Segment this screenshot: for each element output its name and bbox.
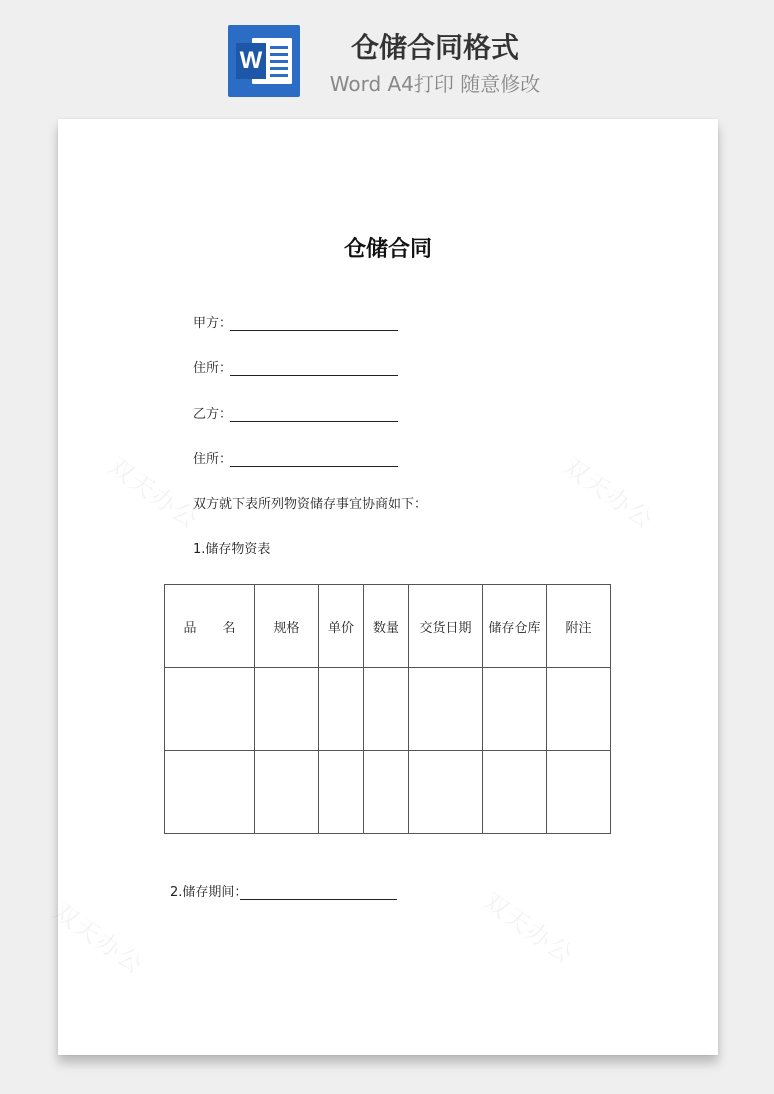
- table-header-cell: 交货日期: [409, 585, 483, 668]
- field-label: 住所：: [193, 361, 233, 376]
- table-cell[interactable]: [547, 668, 611, 751]
- table-header-row: [165, 585, 611, 668]
- header: [0, 0, 774, 110]
- watermark: 双天办公: [102, 452, 205, 535]
- field-label: 2.储存期间：: [170, 885, 248, 900]
- watermark: 双天办公: [557, 452, 660, 535]
- table-header-cell: 附注: [547, 585, 611, 668]
- fill-in-line[interactable]: [230, 421, 398, 422]
- table-cell[interactable]: [255, 668, 319, 751]
- table-cell[interactable]: [483, 668, 547, 751]
- table-header-cell: 规格: [255, 585, 319, 668]
- table-header-cell: 品 名: [165, 585, 255, 668]
- word-letter: W: [236, 43, 266, 79]
- table-cell[interactable]: [409, 751, 483, 834]
- document-page: [47, 119, 718, 1055]
- word-icon: [228, 25, 300, 97]
- table-header-cell: 数量: [364, 585, 409, 668]
- table-cell[interactable]: [409, 668, 483, 751]
- watermark: 双天办公: [47, 897, 150, 980]
- section-1-heading: 1.储存物资表: [193, 542, 271, 557]
- table-cell[interactable]: [165, 751, 255, 834]
- table-cell[interactable]: [165, 668, 255, 751]
- table-cell[interactable]: [364, 668, 409, 751]
- header-title: 仓储合同格式: [350, 31, 519, 64]
- table-header-cell: 单价: [319, 585, 364, 668]
- fill-in-line[interactable]: [230, 330, 398, 331]
- document-title: 仓储合同: [343, 237, 432, 262]
- fill-in-line[interactable]: [230, 466, 398, 467]
- table-cell[interactable]: [364, 751, 409, 834]
- table-header-cell: 储存仓库: [483, 585, 547, 668]
- table-row: [165, 668, 611, 751]
- field-label: 甲方：: [193, 316, 233, 331]
- field-label: 住所：: [193, 452, 233, 467]
- table-cell[interactable]: [547, 751, 611, 834]
- fill-in-line[interactable]: [240, 899, 397, 900]
- table-cell[interactable]: [319, 751, 364, 834]
- field-label: 乙方：: [193, 407, 233, 422]
- watermark: 双天办公: [477, 887, 580, 970]
- header-subtitle: Word A4打印 随意修改: [329, 72, 541, 96]
- storage-materials-table: [164, 584, 611, 834]
- fill-in-line[interactable]: [230, 375, 398, 376]
- table-cell[interactable]: [255, 751, 319, 834]
- table-cell[interactable]: [319, 668, 364, 751]
- table-row: [165, 751, 611, 834]
- intro-paragraph: 双方就下表所列物资储存事宜协商如下：: [193, 497, 428, 512]
- table-cell[interactable]: [483, 751, 547, 834]
